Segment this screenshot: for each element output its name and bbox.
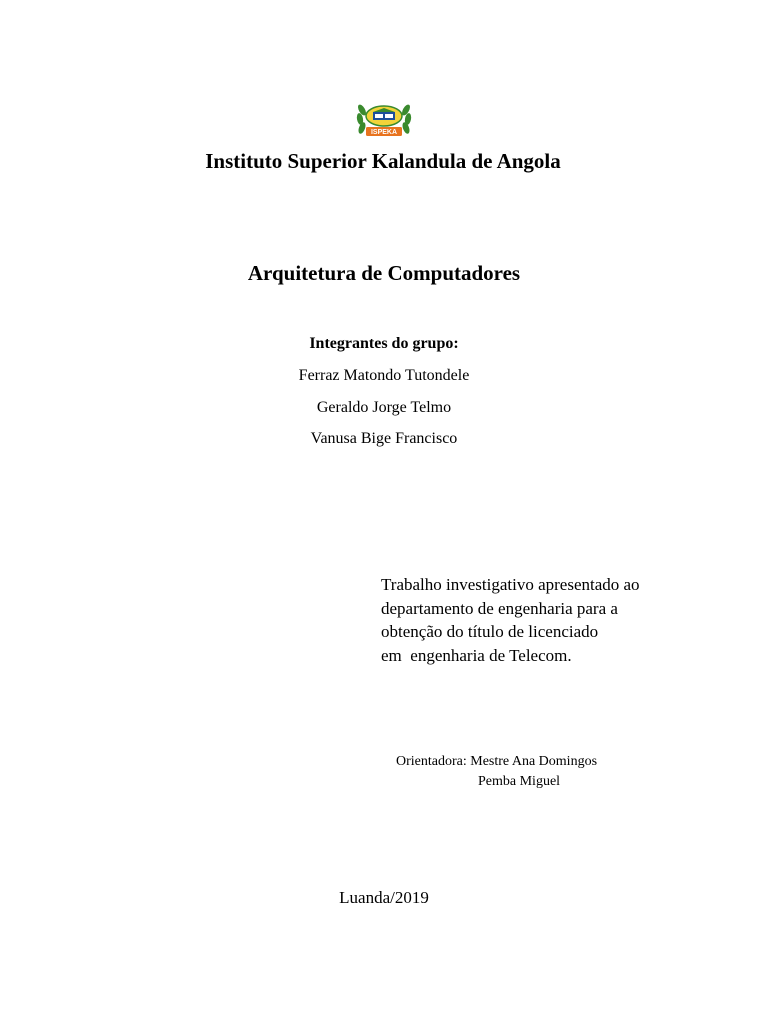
course-title: Arquitetura de Computadores [247, 261, 521, 285]
purpose-statement [381, 573, 701, 667]
ispeka-logo-icon [356, 102, 412, 138]
advisor-line: Orientadora: Mestre Ana Domingos [396, 754, 598, 769]
advisor-line: Pemba Miguel [478, 774, 561, 789]
purpose-line: em engenharia de Telecom. [381, 645, 572, 665]
member-name: Ferraz Matondo Tutondele [298, 367, 470, 384]
purpose-line: Trabalho investigativo apresentado ao [381, 575, 640, 594]
members-heading: Integrantes do grupo: [309, 335, 459, 352]
institution-logo [356, 102, 412, 138]
institution-name: Instituto Superior Kalandula de Angola [205, 149, 561, 173]
logo-text: ISPEKA [370, 129, 398, 136]
place-date: Luanda/2019 [339, 888, 429, 907]
purpose-line: departamento de engenharia para a [381, 598, 618, 618]
member-name: Vanusa Bige Francisco [310, 430, 458, 447]
purpose-line: obtenção do título de licenciado [381, 622, 599, 641]
member-name: Geraldo Jorge Telmo [316, 399, 452, 416]
